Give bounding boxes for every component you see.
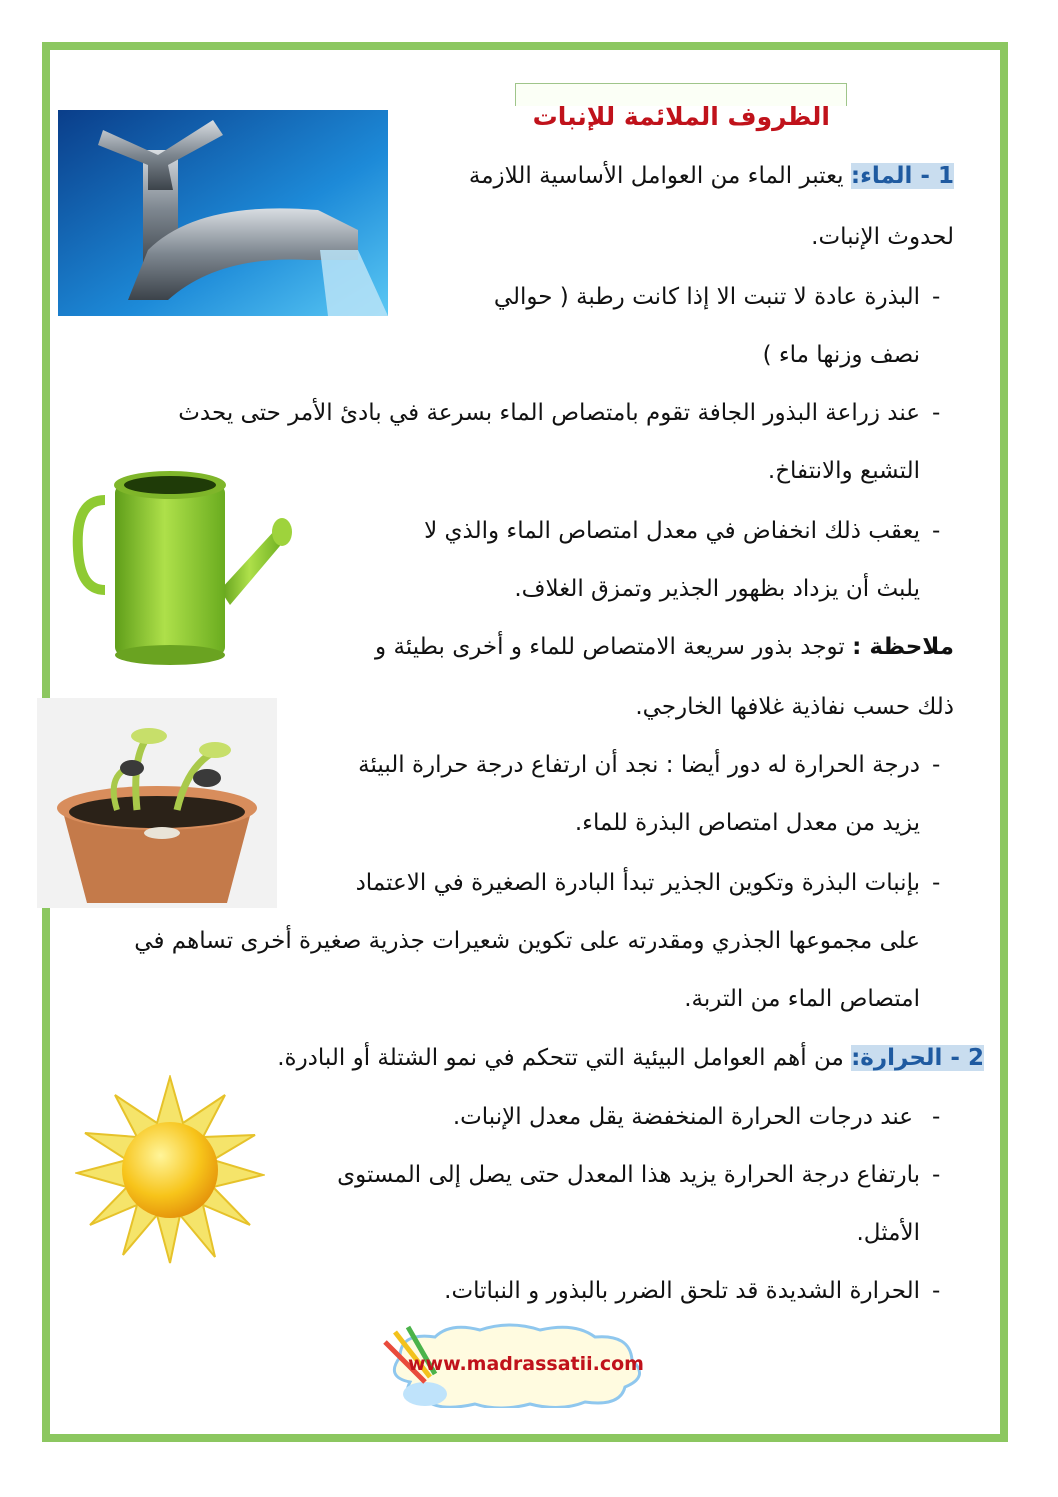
bullet: - (932, 870, 941, 896)
page-title: الظروف الملائمة للإنبات (532, 102, 830, 131)
bullet: - (932, 1278, 941, 1304)
s2-bullet3: الحرارة الشديدة قد تلحق الضرر بالبذور و النباتات. (444, 1278, 920, 1304)
watering-can-image (70, 460, 295, 670)
note-label: ملاحظة : (852, 634, 954, 660)
logo-url[interactable]: www.madrassatii.com (408, 1353, 644, 1375)
section2-line1 (277, 1045, 984, 1071)
faucet-image (58, 110, 388, 316)
note-text: توجد بذور سريعة الامتصاص للماء و أخرى بطيئة و (375, 634, 845, 660)
section1-line2: لحدوث الإنبات. (811, 224, 954, 250)
s1-bullet2-line2: التشبع والانتفاخ. (767, 458, 920, 484)
note-line2: ذلك حسب نفاذية غلافها الخارجي. (635, 694, 954, 720)
bullet: - (932, 1104, 941, 1130)
s1-bullet3-line1: يعقب ذلك انخفاض في معدل امتصاص الماء والذي لا (424, 518, 920, 544)
s1-bullet5-line2: على مجموعها الجذري ومقدرته على تكوين شعيرات جذرية صغيرة أخرى تساهم في (134, 928, 920, 954)
bullet: - (932, 284, 941, 310)
section2-text: من أهم العوامل البيئية التي تتحكم في نمو الشتلة أو البادرة. (277, 1045, 844, 1071)
section1-text: يعتبر الماء من العوامل الأساسية اللازمة (468, 163, 844, 189)
s2-bullet2-line2: الأمثل. (856, 1220, 920, 1246)
s1-bullet3-line2: يلبث أن يزداد بظهور الجذير وتمزق الغلاف. (514, 576, 920, 602)
section2-label: 2 - الحرارة: (851, 1045, 984, 1071)
sun-image (75, 1075, 265, 1265)
s1-bullet1-line2: نصف وزنها ماء ) (762, 342, 920, 368)
bullet: - (932, 1162, 941, 1188)
s1-bullet1-line1: البذرة عادة لا تنبت الا إذا كانت رطبة ( حوالي (493, 284, 920, 310)
s1-bullet5-line1: بإنبات البذرة وتكوين الجذير تبدأ البادرة الصغيرة في الاعتماد (355, 870, 920, 896)
s1-bullet2-line1: عند زراعة البذور الجافة تقوم بامتصاص الماء بسرعة في بادئ الأمر حتى يحدث (178, 400, 920, 426)
s2-bullet2-line1: بارتفاع درجة الحرارة يزيد هذا المعدل حتى يصل إلى المستوى (337, 1162, 920, 1188)
s1-bullet4-line1: درجة الحرارة له دور أيضا : نجد أن ارتفاع درجة حرارة البيئة (358, 752, 920, 778)
s1-bullet4-line2: يزيد من معدل امتصاص البذرة للماء. (574, 810, 920, 836)
s1-bullet5-line3: امتصاص الماء من التربة. (684, 986, 920, 1012)
section1-line1 (469, 163, 954, 189)
bullet: - (932, 752, 941, 778)
bullet: - (932, 400, 941, 426)
bullet: - (932, 518, 941, 544)
section1-label: 1 - الماء: (850, 163, 954, 189)
note-line1 (375, 634, 954, 660)
s2-bullet1: عند درجات الحرارة المنخفضة يقل معدل الإنبات. (452, 1104, 913, 1130)
seedling-pot-image (37, 698, 277, 908)
